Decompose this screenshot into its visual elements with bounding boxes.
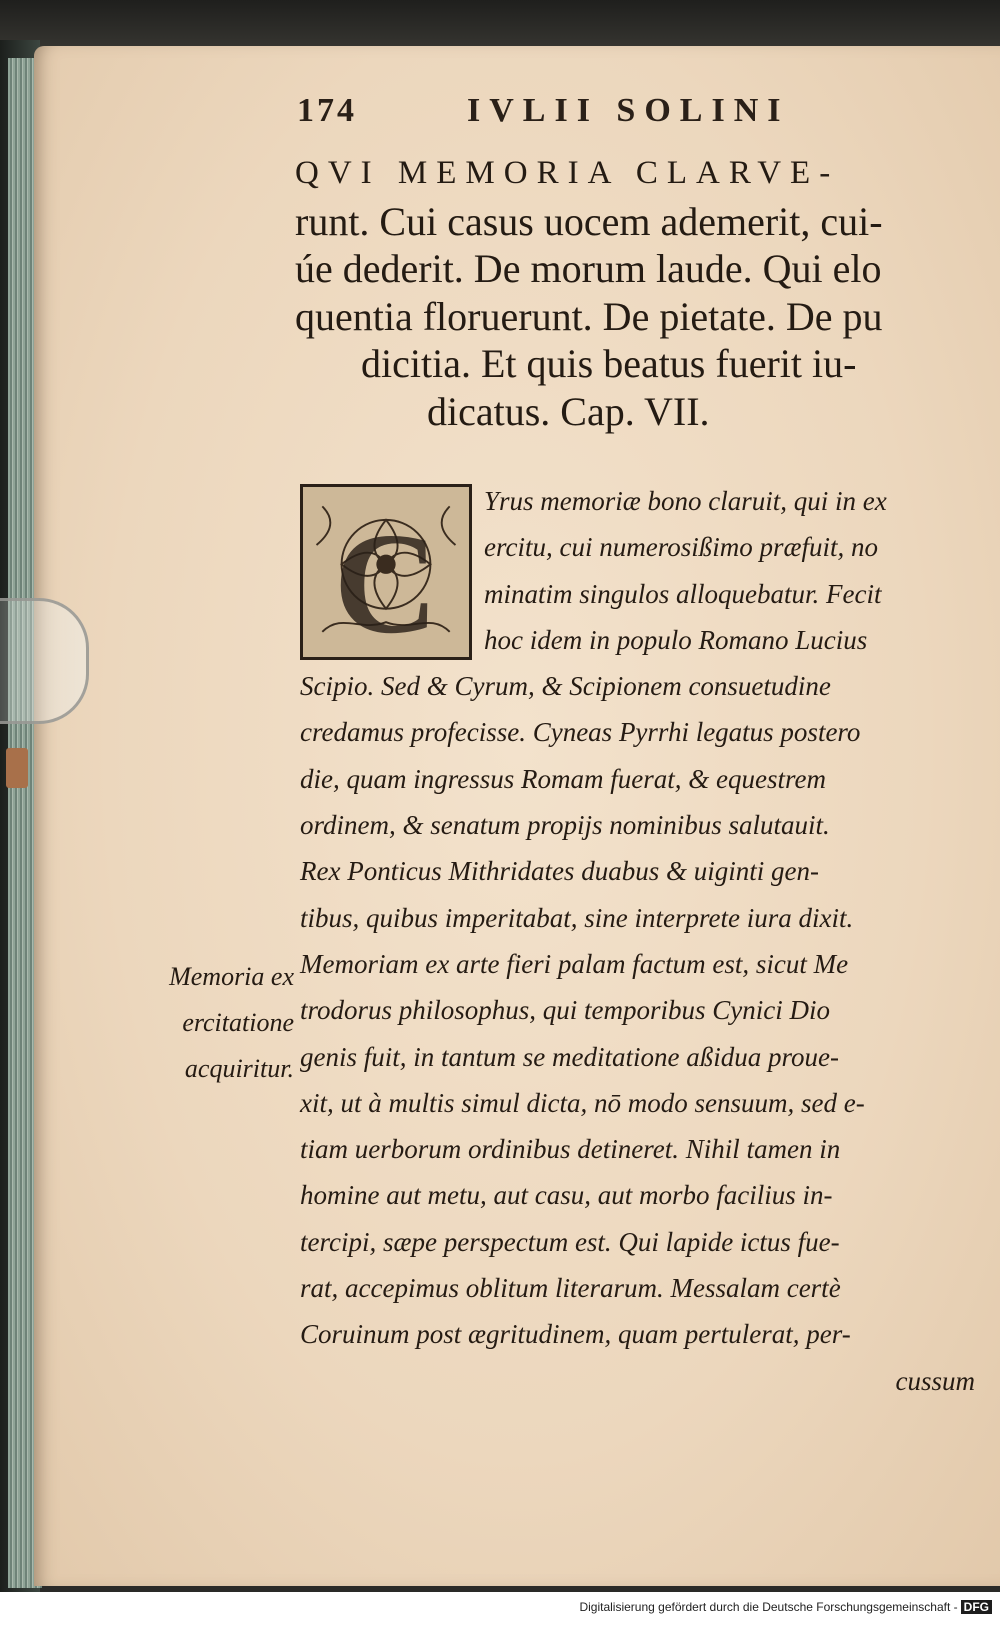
body-line: Memoriam ex arte fieri palam factum est, sicut Me [300,948,849,979]
body-line: credamus profecisse. Cyneas Pyrrhi legatus postero [300,717,861,748]
chapter-heading-line: quentia floruerunt. De pietate. De pu [295,293,883,339]
page-number: 174 [297,92,357,129]
body-line: die, quam ingressus Romam fuerat, & equestrem [300,763,826,794]
body-line: tercipi, sæpe perspectum est. Qui lapide ictus fue- [300,1226,840,1257]
margin-note-line: Memoria ex [169,962,294,991]
body-line: trodorus philosophus, qui temporibus Cynici Dio [300,995,831,1026]
catchword: cussum [895,1365,975,1396]
body-text [300,478,975,1404]
body-line: tiam uerborum ordinibus detineret. Nihil tamen in [300,1134,841,1165]
chapter-heading-line: úe dederit. De morum laude. Qui elo [295,246,882,291]
chapter-heading-line: dicitia. Et quis beatus fuerit iu- [361,341,857,386]
body-line: Coruinum post ægritudinem, quam pertulerat, per- [300,1319,851,1350]
body-line: hoc idem in populo Romano Lucius [484,624,868,655]
chapter-heading-line: QVI MEMORIA CLARVE- [295,155,840,191]
running-head [297,92,837,142]
initial-letter-glyph: C [333,503,439,657]
body-line: minatim singulos alloquebatur. Fecit [484,578,882,609]
book-clamp [0,598,89,724]
body-line: Yrus memoriæ bono claruit, qui in ex [484,486,887,516]
margin-note-line: acquiritur. [184,1054,294,1083]
body-line: ordinem, & senatum propijs nominibus salutauit. [300,810,830,841]
body-line: ercitu, cui numerosißimo præfuit, no [484,532,878,563]
running-title: IVLII SOLINI [467,92,790,129]
credit-text: Digitalisierung gefördert durch die Deutsche Forschungsgemeinschaft - [579,1600,958,1614]
dfg-logo: DFG [961,1600,992,1614]
body-line: Scipio. Sed & Cyrum, & Scipionem consuetudine [300,671,831,702]
body-line: rat, accepimus oblitum literarum. Messalam certè [300,1273,841,1304]
body-line: genis fuit, in tantum se meditatione aßidua proue- [300,1041,839,1072]
paper-tab [6,748,28,788]
margin-note-line: ercitatione [182,1008,294,1037]
margin-note [124,954,294,1092]
digitization-credit [579,1600,992,1614]
body-line: xit, ut à multis simul dicta, nō modo sensuum, sed e- [300,1087,865,1118]
chapter-heading-line: dicatus. Cap. VII. [427,388,710,434]
body-line: tibus, quibus imperitabat, sine interprete iura dixit. [300,902,854,933]
chapter-heading-line: runt. Cui casus uocem ademerit, cui- [295,198,883,244]
body-line: homine aut metu, aut casu, aut morbo facilius in- [300,1180,833,1211]
body-line: Rex Ponticus Mithridates duabus & uiginti gen- [300,856,819,887]
chapter-heading [295,150,975,435]
